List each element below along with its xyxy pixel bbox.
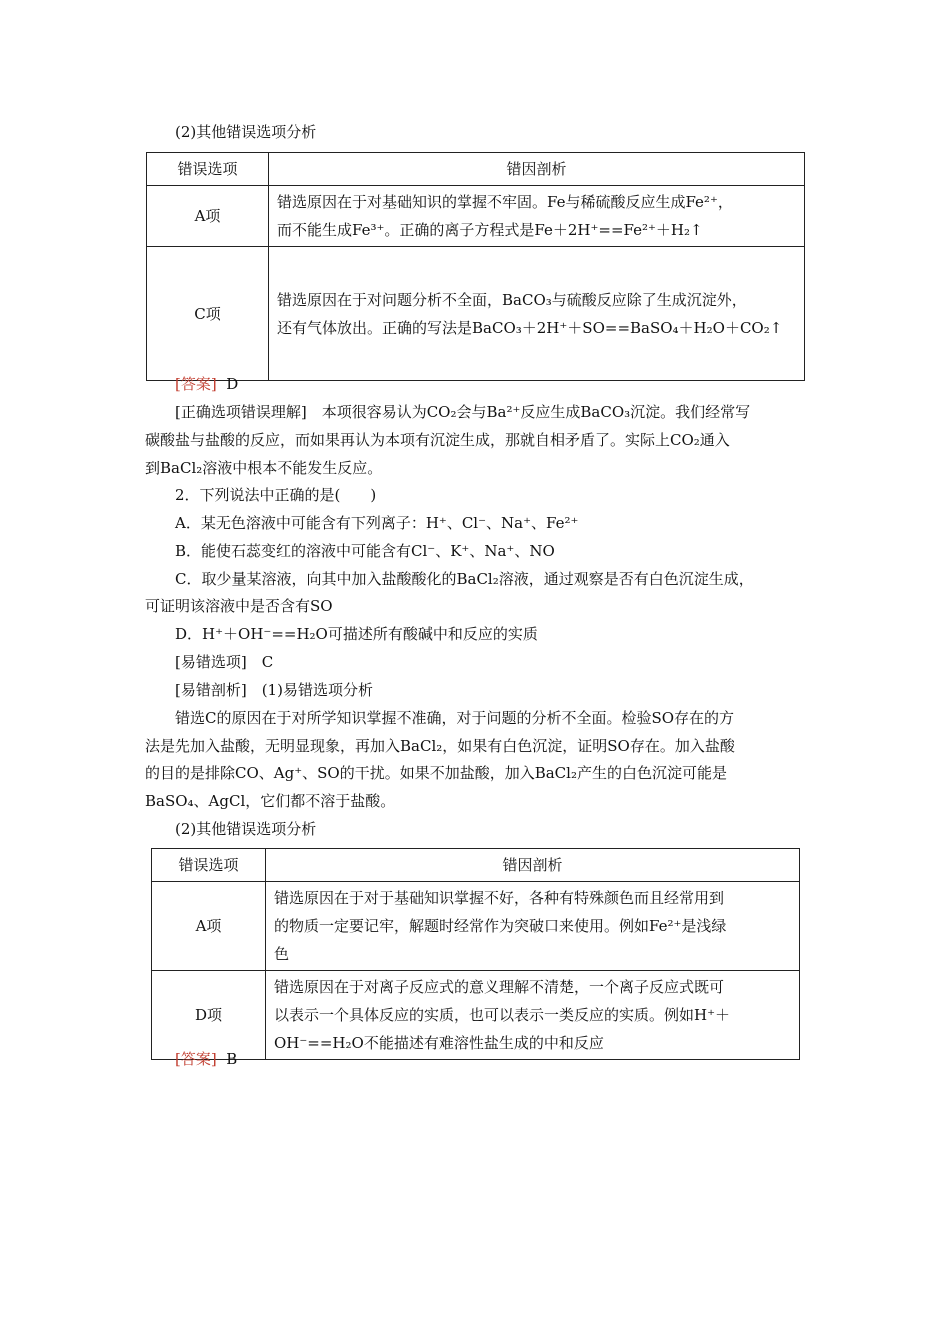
table-row (147, 247, 805, 381)
analysis-line: 错选原因在于对于基础知识掌握不好，各种有特殊颜色而且经常用到 (274, 889, 725, 907)
option-cell: D项 (152, 971, 266, 1060)
error-analysis-table-2 (151, 848, 800, 1060)
analysis-line: 而不能生成Fe³⁺。正确的离子方程式是Fe＋2H⁺==Fe²⁺＋H₂↑ (277, 221, 703, 239)
table-row (152, 971, 800, 1060)
table-header-row (147, 153, 805, 186)
analysis-label-line: [易错剖析] (1)易错选项分析 (175, 681, 373, 699)
section2-heading: (2)其他错误选项分析 (175, 820, 317, 838)
wrong-option-line: [易错选项] C (175, 653, 274, 671)
analysis-paragraph-line: 法是先加入盐酸，无明显现象，再加入BaCl₂，如果有白色沉淀，证明SO存在。加入盐酸 (145, 737, 735, 755)
analysis-line: 色 (274, 945, 290, 963)
analysis-line: 的物质一定要记牢，解题时经常作为突破口来使用。例如Fe²⁺是浅绿 (274, 917, 727, 935)
explanation-line: 碳酸盐与盐酸的反应，而如果再认为本项有沉淀生成，那就自相矛盾了。实际上CO₂通入 (145, 431, 730, 449)
analysis-paragraph-line: 的目的是排除CO、Ag⁺、SO的干扰。如果不加盐酸，加入BaCl₂产生的白色沉淀可能是 (145, 764, 727, 782)
error-analysis-table-1 (146, 152, 805, 381)
analysis-paragraph-line: BaSO₄、AgCl，它们都不溶于盐酸。 (145, 792, 396, 810)
answer-line-2 (175, 1048, 237, 1070)
answer-label: [答案] (175, 375, 217, 393)
analysis-line: 以表示一个具体反应的实质，也可以表示一类反应的实质。例如H⁺＋ (274, 1006, 731, 1024)
analysis-line: 错选原因在于对基础知识的掌握不牢固。Fe与稀硫酸反应生成Fe²⁺， (277, 193, 733, 211)
question-option-d: D．H⁺＋OH⁻==H₂O可描述所有酸碱中和反应的实质 (175, 625, 538, 643)
option-cell: A项 (147, 186, 269, 247)
option-cell: C项 (147, 247, 269, 381)
answer-line-1 (175, 373, 238, 395)
table-header-row (152, 849, 800, 882)
analysis-paragraph-line: 错选C的原因在于对所学知识掌握不准确，对于问题的分析不全面。检验SO存在的方 (175, 709, 735, 727)
question-option-b: B．能使石蕊变红的溶液中可能含有Cl⁻、K⁺、Na⁺、NO (175, 542, 555, 560)
analysis-line: 错选原因在于对问题分析不全面，BaCO₃与硫酸反应除了生成沉淀外， (277, 290, 747, 309)
table-row (152, 882, 800, 971)
question-stem: 2．下列说法中正确的是( ) (175, 486, 377, 504)
explanation-line: [正确选项错误理解] 本项很容易认为CO₂会与Ba²⁺反应生成BaCO₃沉淀。我们经常写 (175, 403, 751, 421)
answer-value: B (226, 1050, 238, 1068)
answer-label: [答案] (175, 1050, 217, 1068)
section1-heading: (2)其他错误选项分析 (175, 123, 317, 141)
analysis-line: OH⁻==H₂O不能描述有难溶性盐生成的中和反应 (274, 1034, 604, 1052)
option-cell: A项 (152, 882, 266, 971)
header-error-analysis: 错因剖析 (266, 849, 800, 882)
answer-value: D (226, 375, 239, 393)
header-error-analysis: 错因剖析 (269, 153, 805, 186)
analysis-line: 还有气体放出。正确的写法是BaCO₃＋2H⁺＋SO==BaSO₄＋H₂O＋CO₂↑ (277, 318, 783, 337)
table-row (147, 186, 805, 247)
header-wrong-option: 错误选项 (152, 849, 266, 882)
analysis-cell (269, 247, 805, 381)
question-option-c: C．取少量某溶液，向其中加入盐酸酸化的BaCl₂溶液，通过观察是否有白色沉淀生成， (175, 570, 754, 588)
analysis-cell (266, 971, 800, 1060)
header-wrong-option: 错误选项 (147, 153, 269, 186)
question-option-c-cont: 可证明该溶液中是否含有SO (145, 597, 333, 615)
question-option-a: A．某无色溶液中可能含有下列离子：H⁺、Cl⁻、Na⁺、Fe²⁺ (175, 514, 579, 532)
analysis-cell (269, 186, 805, 247)
analysis-line: 错选原因在于对离子反应式的意义理解不清楚，一个离子反应式既可 (274, 978, 725, 996)
analysis-cell (266, 882, 800, 971)
explanation-line: 到BaCl₂溶液中根本不能发生反应。 (145, 459, 383, 477)
